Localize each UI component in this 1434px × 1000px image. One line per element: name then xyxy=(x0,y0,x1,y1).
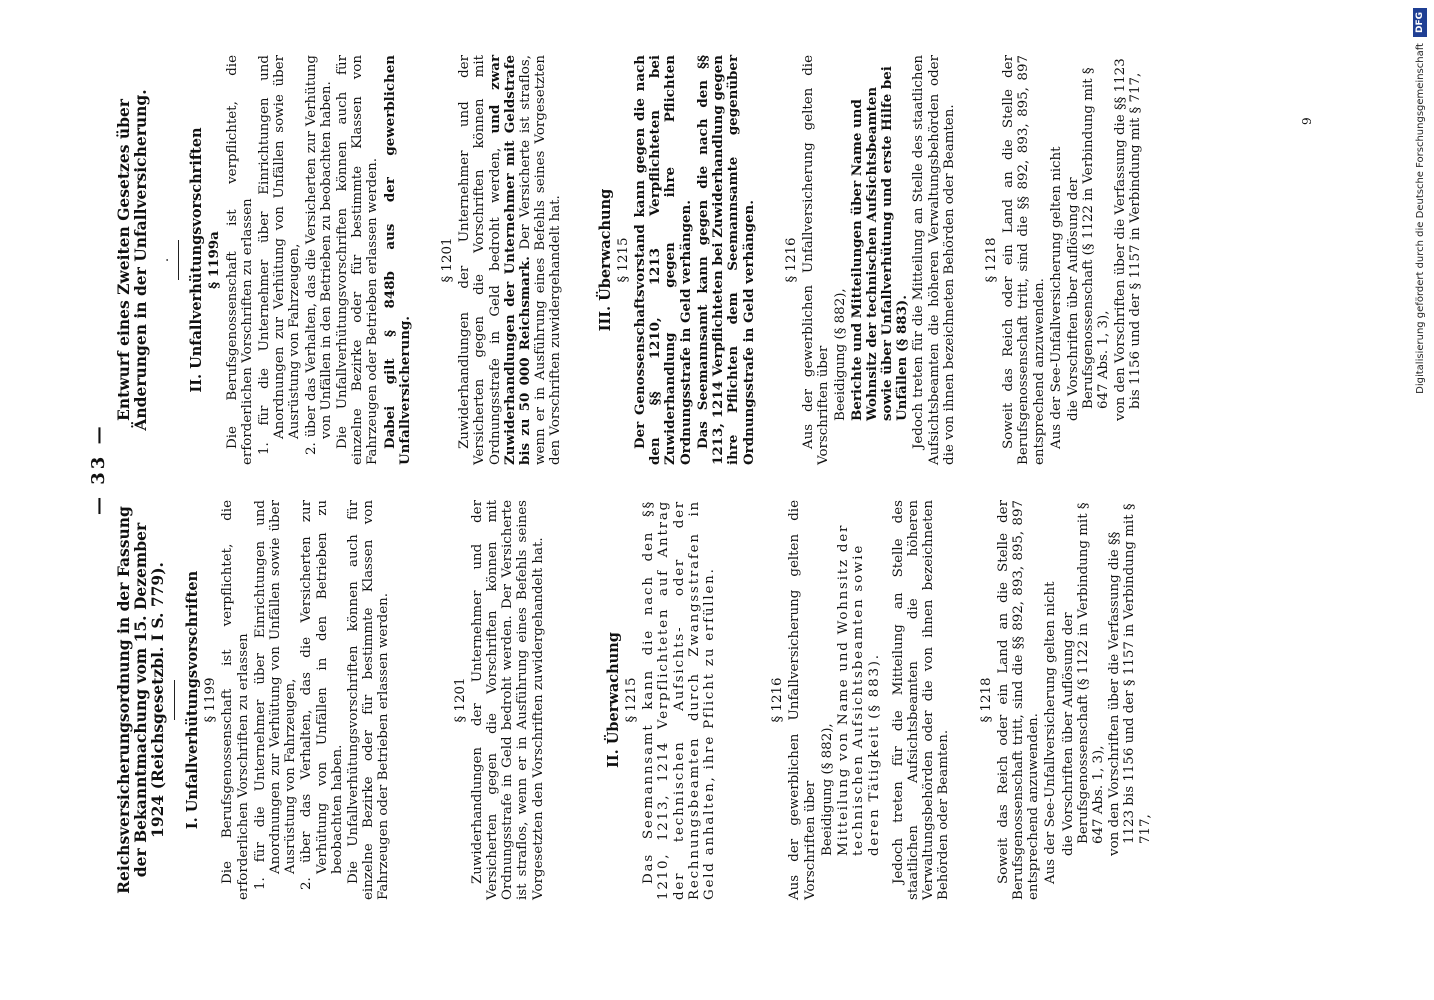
list-item: Mitteilung von Name und Wohnsitz der technischen Aufsichtsbeamten sowie deren Tätigkeit (§ 883). xyxy=(836,523,882,856)
list-item: von den Vorschriften über die Verfassung die §§ 1123 bis 1156 und der § 1157 in Verbindung mit § 717, xyxy=(1112,58,1143,421)
page-number: — 33 — xyxy=(88,423,109,515)
paragraph-text: Das Seemannsamt kann die nach den §§ 1210, 1213, 1214 Verpflichteten auf Antrag der technischen Aufsichts- oder der Rechnungsbeamten durch Zwangsstrafen in Geld anhalten, ihre Pflicht zu erfüllen. xyxy=(641,500,718,900)
paragraph-text: Die Unfallverhütungsvorschriften können auch für einzelne Bezirke oder für bestimmte Klassen von Fahrzeugen oder Betrieben erlassen werden. xyxy=(346,500,392,900)
list-item: 2. über das Verhalten, das die Versicherten zur Verhütung von Unfällen in den Betrieben zu beobachten haben. xyxy=(303,55,334,455)
paragraph-text: Die Unfallverhütungsvorschriften können auch für einzelne Bezirke oder für bestimmte Klassen von Fahrzeugen oder Betrieben erlassen werden. xyxy=(335,55,381,465)
paragraph-text: Aus der gewerblichen Unfallversicherung gelten die Vorschriften über xyxy=(787,500,818,900)
list-item: von den Vorschriften über die Verfassung die §§ 1123 bis 1156 und der § 1157 in Verbindung mit § 717, xyxy=(1107,503,1153,856)
text-fragment-bold: und zwar Zuwiderhandlungen der Unternehmer mit Geldstrafe bis zu 50 000 Reichsmark. xyxy=(486,55,534,465)
paragraph-text-bold: Der Genossenschaftsvorstand kann gegen die nach den §§ 1210, 1213 Verpflichteten bei Zuwiderhandlung gegen ihre Pflichten Ordnungsstrafe in Geld verhängen. xyxy=(632,55,694,465)
dfg-logo: DFG xyxy=(1413,8,1427,37)
paragraph-text: Jedoch treten für die Mitteilung an Stelle des staatlichen Aufsichtsbeamten die höheren Verwaltungsbehörden oder die von ihnen bezeichneten Behörden oder Beamten. xyxy=(890,500,952,900)
list-item: Beeidigung (§ 882), xyxy=(819,723,835,856)
paragraph-number: § 1216 xyxy=(783,237,799,283)
digitization-watermark xyxy=(1408,8,1432,998)
column-title: Entwurf eines Zweiten Gesetzes über Änderungen in der Unfallversicherung. xyxy=(114,89,150,431)
list-item: 1. für die Unternehmer über Einrichtungen und Anordnungen zur Verhütung von Unfällen sowie über Ausrüstung von Fahrzeugen, xyxy=(257,55,303,455)
paragraph-text: Aus der gewerblichen Unfallversicherung gelten die Vorschriften über xyxy=(800,55,832,465)
paragraph-number: § 1218 xyxy=(983,237,999,283)
paragraph-number: § 1199a xyxy=(206,231,223,289)
paragraph-text: Die Berufsgenossenschaft ist verpflichtet, die erforderlichen Vorschriften zu erlassen xyxy=(220,500,251,900)
section-heading: I. Unfallverhütungsvorschriften xyxy=(184,570,201,830)
section-heading: II. Überwachung xyxy=(604,632,622,768)
paragraph-number: § 1199 xyxy=(203,677,219,723)
paragraph-text-bold: Dabei gilt § 848b aus der gewerblichen Unfallversicherung. xyxy=(381,55,413,465)
text-fragment: Der Versicherte ist straflos, wenn er in Ausführung eines Befehls seines Vorgesetzten den Vorschriften zuwidergehandelt hat. xyxy=(518,55,564,465)
list-item: die Vorschriften über Auflösung der Berufsgenossenschaft (§ 1122 in Verbindung mit § 647 Abs. 1, 3), xyxy=(1060,502,1106,856)
paragraph-text: Aus der See-Unfallversicherung gelten nicht xyxy=(1048,146,1064,449)
list-item: 1. für die Unternehmer über Einrichtungen und Anordnungen zur Verhütung von Unfällen sowie über Ausrüstung von Fahrzeugen, xyxy=(252,500,299,890)
list-item: die Vorschriften über Auflösung der Berufsgenossenschaft (§ 1122 in Verbindung mit § 647 Abs. 1, 3), xyxy=(1065,67,1112,421)
paragraph-text: Zuwiderhandlungen der Unternehmer und der Versicherten gegen die Vorschriften können mit Ordnungsstrafe in Geld bedroht werden. Der Versicherte ist straflos, wenn er in Ausführung eines Befehls seines Vorgesetzten den Vorschriften zuwidergehandelt hat. xyxy=(469,500,546,900)
paragraph-number: § 1215 xyxy=(624,677,640,723)
column-title: Reichsversicherungsordnung in der Fassung der Bekanntmachung vom 15. Dezember 1924 (Reichsgesetzbl. I S. 779). xyxy=(114,506,167,894)
paragraph-text: Jedoch treten für die Mitteilung an Stelle des staatlichen Aufsichtsbeamten die höheren Verwaltungsbehörden oder die von ihnen bezeichneten Behörden oder Beamten. xyxy=(911,55,957,465)
paragraph-number: § 1218 xyxy=(978,677,994,723)
paragraph-text: Soweit das Reich oder ein Land an die Stelle der Berufsgenossenschaft tritt, sind die §§ 892, 893, 895, 897 entsprechend anzuwenden. xyxy=(995,500,1042,900)
paragraph-text xyxy=(457,55,563,465)
list-item: Beeidigung (§ 882), xyxy=(833,288,849,421)
paragraph-text: Aus der See-Unfallversicherung gelten nicht xyxy=(1043,581,1059,884)
divider xyxy=(178,240,179,280)
footer-number: 9 xyxy=(1300,117,1314,125)
column-current-law xyxy=(115,500,1154,900)
list-item-bold: Berichte und Mitteilungen über Name und Wohnsitz der technischen Aufsichtsbeamten sowie über Unfallverhütung und erste Hilfe bei Unfällen (§ 883). xyxy=(848,66,911,421)
text-fragment: Zuwiderhandlungen der Unternehmer und der Versicherten gegen die Vorschriften können mit Ordnungsstrafe in Geld bedroht werden, xyxy=(457,55,503,465)
paragraph-number: § 1215 xyxy=(615,237,631,283)
paragraph-text: Die Berufsgenossenschaft ist verpflichtet, die erforderlichen Vorschriften zu erlassen xyxy=(224,55,255,465)
watermark-text: Digitalisierung gefördert durch die Deutsche Forschungsgemeinschaft xyxy=(1414,43,1426,394)
column-draft xyxy=(115,55,1144,465)
section-heading: III. Überwachung xyxy=(596,188,614,332)
paragraph-number: § 1201 xyxy=(440,237,456,283)
paragraph-text: Soweit das Reich oder ein Land an die Stelle der Berufsgenossenschaft tritt, sind die §§ 892, 893, 895, 897 entsprechend anzuwenden. xyxy=(1001,55,1047,465)
paragraph-text-bold: Das Seemannsamt kann gegen die nach den §§ 1213, 1214 Verpflichteten bei Zuwiderhandlung gegen ihre Pflichten dem Seemannsamte gegenüber Ordnungsstrafe in Geld verhängen. xyxy=(694,55,757,465)
list-item: 2. über das Verhalten, das die Versicherten zur Verhütung von Unfällen in den Betrieben zu beobachten haben. xyxy=(299,500,345,890)
section-heading: II. Unfallverhütungsvorschriften xyxy=(188,127,206,393)
divider xyxy=(174,680,175,720)
paragraph-number: § 1201 xyxy=(452,677,468,723)
paragraph-number: § 1216 xyxy=(770,677,786,723)
dot-mark: . xyxy=(157,257,172,263)
